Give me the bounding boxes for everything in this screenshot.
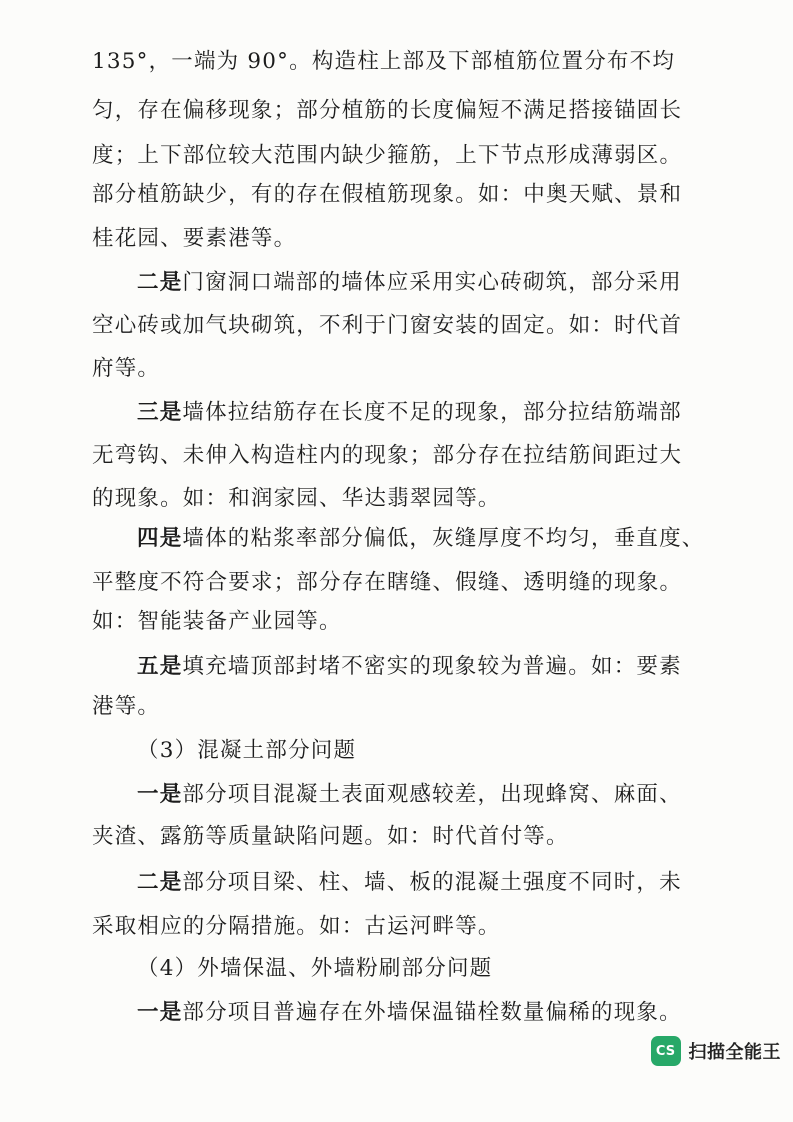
paragraph-3-text: 墙体拉结筋存在长度不足的现象，部分拉结筋端部 bbox=[182, 400, 682, 425]
paragraph-3-line-1 bbox=[137, 398, 737, 428]
camscanner-logo-icon: CS bbox=[651, 1036, 681, 1066]
paragraph-5-line-1 bbox=[137, 652, 737, 682]
paragraph-4-lead: 四是 bbox=[137, 526, 183, 551]
paragraph-2-line-3: 府等。 bbox=[92, 356, 161, 381]
paragraph-3-line-3: 的现象。如：和润家园、华达翡翠园等。 bbox=[92, 486, 501, 511]
paragraph-2-line-2: 空心砖或加气块砌筑，不利于门窗安装的固定。如：时代首 bbox=[92, 313, 683, 338]
paragraph-2-text: 门窗洞口端部的墙体应采用实心砖砌筑，部分采用 bbox=[182, 270, 682, 295]
paragraph-6-line-2: 夹渣、露筋等质量缺陷问题。如：时代首付等。 bbox=[92, 824, 569, 849]
paragraph-4-line-3: 如：智能装备产业园等。 bbox=[92, 609, 342, 634]
paragraph-5-line-2: 港等。 bbox=[92, 694, 161, 719]
paragraph-2-line-1 bbox=[137, 268, 737, 298]
camscanner-watermark-text: 扫描全能王 bbox=[688, 1042, 781, 1063]
paragraph-3-line-2: 无弯钩、未伸入构造柱内的现象；部分存在拉结筋间距过大 bbox=[92, 443, 683, 468]
section-heading-3: （3）混凝土部分问题 bbox=[137, 738, 357, 763]
paragraph-2-lead: 二是 bbox=[137, 270, 183, 295]
paragraph-4-text: 墙体的粘浆率部分偏低，灰缝厚度不均匀，垂直度、 bbox=[182, 526, 705, 551]
paragraph-6-lead: 一是 bbox=[137, 782, 183, 807]
paragraph-7-line-2: 采取相应的分隔措施。如：古运河畔等。 bbox=[92, 914, 501, 939]
paragraph-8-text: 部分项目普遍存在外墙保温锚栓数量偏稀的现象。 bbox=[182, 1000, 682, 1025]
section-heading-4: （4）外墙保温、外墙粉刷部分问题 bbox=[137, 956, 493, 981]
paragraph-7-line-1 bbox=[137, 868, 737, 898]
camscanner-watermark bbox=[651, 1036, 782, 1066]
paragraph-1-line-4: 部分植筋缺少，有的存在假植筋现象。如：中奥天赋、景和 bbox=[92, 182, 683, 207]
paragraph-1-line-2: 匀，存在偏移现象；部分植筋的长度偏短不满足搭接锚固长 bbox=[92, 98, 683, 123]
paragraph-1-line-5: 桂花园、要素港等。 bbox=[92, 226, 297, 251]
paragraph-8-lead: 一是 bbox=[137, 1000, 183, 1025]
paragraph-4-line-1 bbox=[137, 524, 737, 554]
paragraph-3-lead: 三是 bbox=[137, 400, 183, 425]
paragraph-7-text: 部分项目梁、柱、墙、板的混凝土强度不同时，未 bbox=[182, 870, 682, 895]
paragraph-7-lead: 二是 bbox=[137, 870, 183, 895]
paragraph-5-text: 填充墙顶部封堵不密实的现象较为普遍。如：要素 bbox=[182, 654, 682, 679]
paragraph-8-line-1 bbox=[137, 998, 737, 1028]
paragraph-1-line-3: 度；上下部位较大范围内缺少箍筋，上下节点形成薄弱区。 bbox=[92, 143, 683, 168]
paragraph-6-line-1 bbox=[137, 780, 737, 810]
paragraph-1-line-1: 135°，一端为 90°。构造柱上部及下部植筋位置分布不均 bbox=[92, 49, 676, 74]
paragraph-5-lead: 五是 bbox=[137, 654, 183, 679]
paragraph-4-line-2: 平整度不符合要求；部分存在瞎缝、假缝、透明缝的现象。 bbox=[92, 570, 683, 595]
paragraph-6-text: 部分项目混凝土表面观感较差，出现蜂窝、麻面、 bbox=[182, 782, 682, 807]
